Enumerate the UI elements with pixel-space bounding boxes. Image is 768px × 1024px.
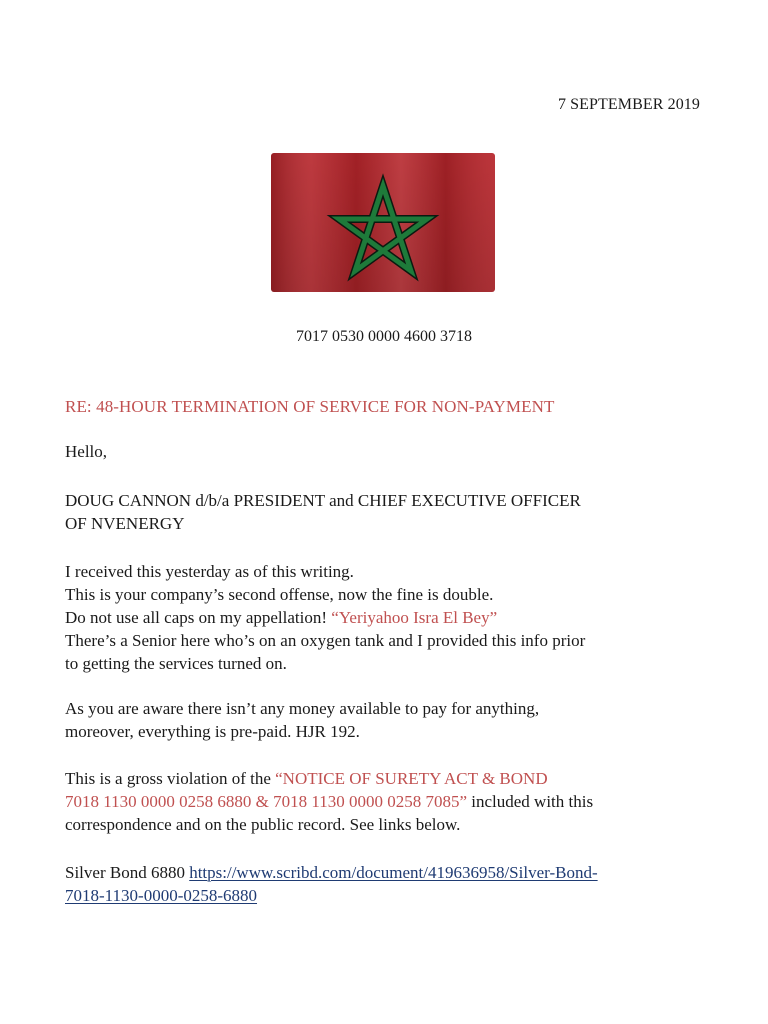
silver-bond-link-part-1[interactable]: https://www.scribd.com/document/419636958/Silver-Bond-	[189, 863, 598, 882]
silver-bond-link-part-2[interactable]: 7018-1130-0000-0258-6880	[65, 886, 258, 905]
subject-line: RE: 48-HOUR TERMINATION OF SERVICE FOR NON-PAYMENT	[65, 397, 555, 416]
paragraph-1-line-1: I received this yesterday as of this writing.	[65, 562, 354, 581]
tracking-number	[0, 328, 768, 346]
paragraph-1-line-5: to getting the services turned on.	[65, 654, 287, 673]
surety-act-quote-2: 7018 1130 0000 0258 6880 & 7018 1130 0000 0258 7085”	[65, 792, 468, 811]
included-suffix: included with this	[467, 792, 594, 811]
paragraph-2	[65, 697, 705, 743]
surety-act-quote-1: “NOTICE OF SURETY ACT & BOND	[275, 769, 548, 788]
appellation-quote: “Yeriyahoo Isra El Bey”	[331, 608, 498, 627]
paragraph-4-line-1	[65, 861, 705, 884]
greeting: Hello,	[65, 442, 108, 461]
paragraph-4	[65, 861, 705, 907]
paragraph-2-line-1: As you are aware there isn’t any money available to pay for anything,	[65, 699, 540, 718]
moroccan-flag-icon	[271, 153, 495, 292]
tracking-number-text: 7017 0530 0000 4600 3718	[296, 328, 472, 345]
paragraph-3-line-3: correspondence and on the public record. See links below.	[65, 815, 461, 834]
appellation-note: Do not use all caps on my appellation!	[65, 608, 332, 627]
paragraph-4-line-2	[65, 884, 705, 907]
paragraph-3-line-1	[65, 767, 705, 790]
letter-date: 7 SEPTEMBER 2019	[557, 96, 700, 113]
addressee-block	[65, 489, 705, 535]
paragraph-1-line-2: This is your company’s second offense, now the fine is double.	[65, 585, 494, 604]
addressee-line-2: OF NVENERGY	[65, 514, 185, 533]
paragraph-1-line-4: There’s a Senior here who’s on an oxygen tank and I provided this info prior	[65, 631, 586, 650]
paragraph-3-line-2	[65, 790, 705, 813]
paragraph-3	[65, 767, 705, 836]
paragraph-2-line-2: moreover, everything is pre-paid. HJR 192.	[65, 722, 360, 741]
addressee-line-1: DOUG CANNON d/b/a PRESIDENT and CHIEF EXECUTIVE OFFICER	[65, 491, 581, 510]
silver-bond-label: Silver Bond 6880	[65, 863, 190, 882]
paragraph-1	[65, 560, 705, 675]
paragraph-1-line-3	[65, 606, 705, 629]
violation-prefix: This is a gross violation of the	[65, 769, 276, 788]
